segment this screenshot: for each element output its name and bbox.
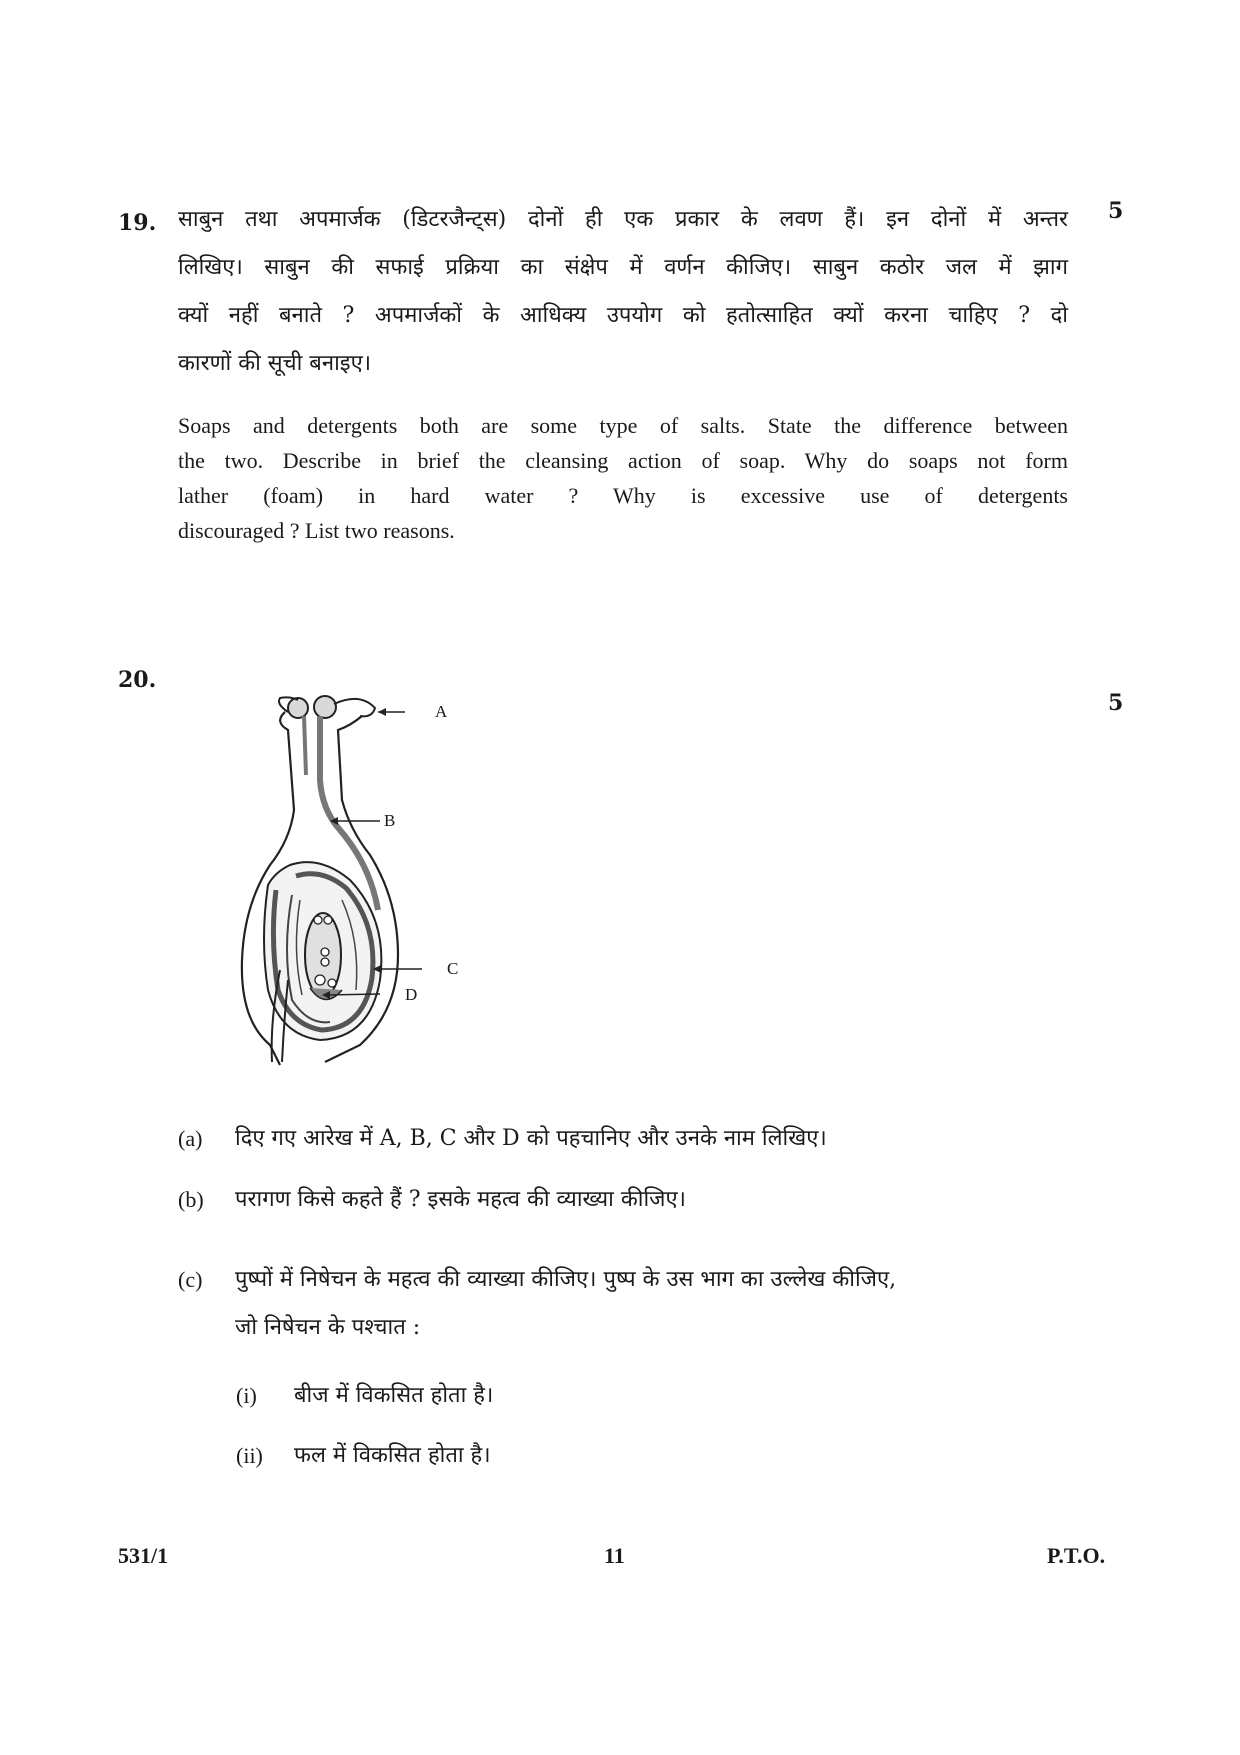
subpart-text: फल में विकसित होता है। (294, 1443, 491, 1468)
english-line: the two. Describe in brief the cleansing action of soap. Why do soaps not form (178, 448, 1068, 473)
paper-code: 531/1 (118, 1543, 169, 1568)
subpart-text: बीज में विकसित होता है। (294, 1383, 494, 1408)
part-text: जो निषेचन के पश्चात : (235, 1315, 421, 1340)
egg-cell (315, 975, 325, 985)
hindi-line: लिखिए। साबुन की सफाई प्रक्रिया का संक्षेप में वर्णन कीजिए। साबुन कठोर जल में झाग (178, 255, 1068, 280)
stigma-lobe (288, 698, 308, 718)
hindi-line: क्यों नहीं बनाते ? अपमार्जकों के आधिक्य उपयोग को हतोत्साहित क्यों करना चाहिए ? दो (178, 303, 1068, 328)
pointer-d (325, 994, 380, 995)
question-19-marks: 5 (1108, 198, 1124, 224)
diagram-label-d: D (405, 985, 418, 1004)
diagram-label-a: A (435, 702, 448, 721)
nucleus (321, 948, 329, 956)
part-text: पुष्पों में निषेचन के महत्व की व्याख्या कीजिए। पुष्प के उस भाग का उल्लेख कीजिए, (235, 1267, 897, 1292)
english-line: discouraged ? List two reasons. (178, 518, 455, 543)
question-20-number: 20. (118, 667, 157, 693)
english-line: Soaps and detergents both are some type of salts. State the difference between (178, 413, 1068, 438)
question-19-hindi-text (178, 196, 1068, 388)
nucleus (314, 916, 322, 924)
page-number: 11 (604, 1543, 625, 1568)
synergid (328, 979, 336, 987)
subpart-label: (i) (236, 1383, 257, 1408)
part-label: (c) (178, 1267, 203, 1292)
nucleus (324, 916, 332, 924)
hindi-line: साबुन तथा अपमार्जक (डिटरजैन्ट्स) दोनों ही एक प्रकार के लवण हैं। इन दोनों में अन्तर (178, 207, 1068, 232)
part-text: परागण किसे कहते हैं ? इसके महत्व की व्याख्या कीजिए। (235, 1187, 686, 1212)
hindi-line: कारणों की सूची बनाइए। (178, 351, 372, 376)
diagram-label-c: C (447, 959, 459, 978)
diagram-label-b: B (384, 811, 396, 830)
question-19-english-text (178, 408, 1068, 548)
question-19-number: 19. (118, 210, 157, 236)
subpart-label: (ii) (236, 1443, 263, 1468)
english-line: lather (foam) in hard water ? Why is excessive use of detergents (178, 483, 1068, 508)
arrowhead (378, 708, 386, 716)
part-text: दिए गए आरेख में A, B, C और D को पहचानिए और उनके नाम लिखिए। (235, 1126, 827, 1151)
question-20-marks: 5 (1108, 690, 1124, 716)
part-label: (a) (178, 1126, 203, 1151)
flower-pistil-diagram (230, 690, 490, 1090)
nucleus (321, 958, 329, 966)
stigma-lobe (314, 696, 336, 718)
please-turn-over: P.T.O. (1047, 1543, 1106, 1568)
pollen-tube (304, 716, 306, 775)
part-label: (b) (178, 1187, 204, 1212)
